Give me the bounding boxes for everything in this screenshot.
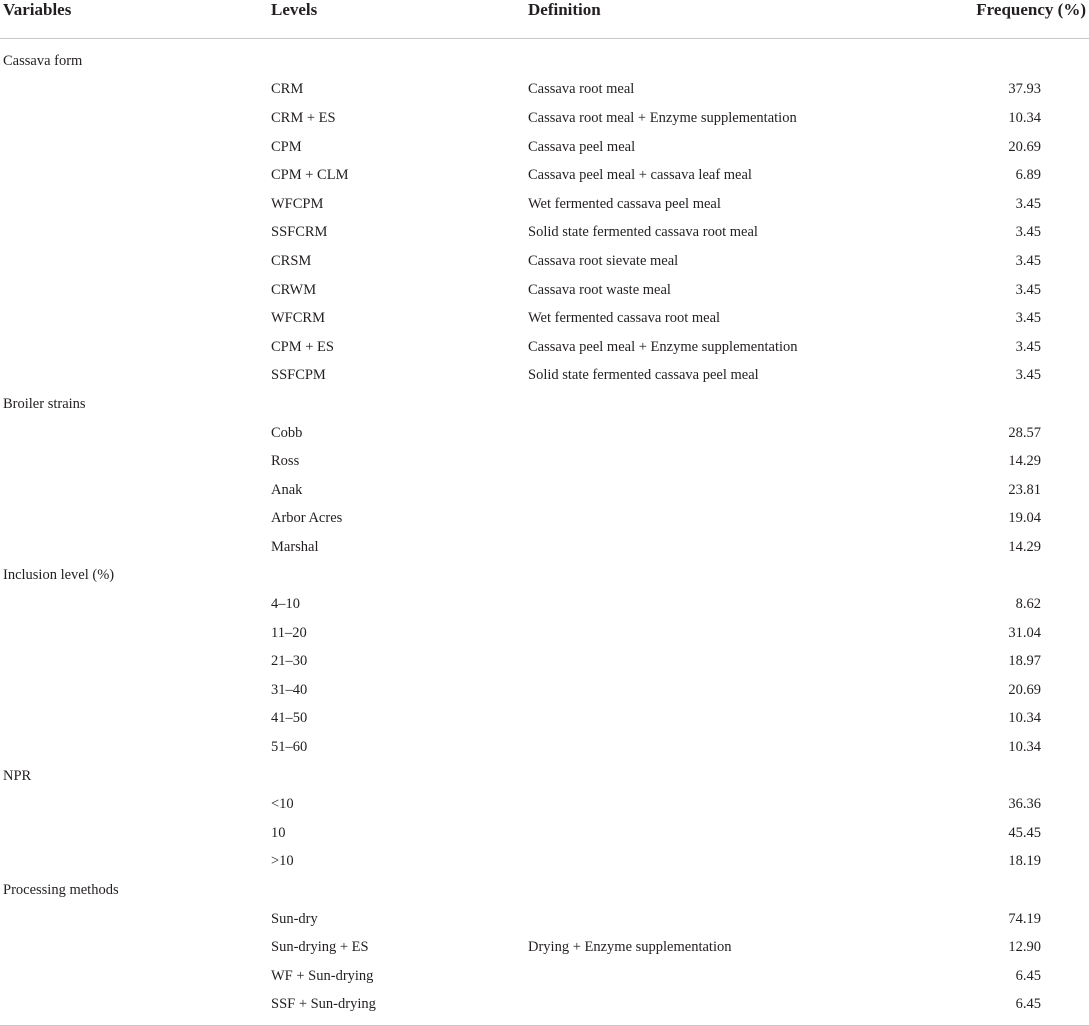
cell-level: Arbor Acres xyxy=(271,510,343,527)
cell-frequency: 31.04 xyxy=(1008,624,1041,641)
cell-definition xyxy=(528,505,908,534)
cell-variable: Processing methods xyxy=(3,882,119,899)
table-row xyxy=(0,247,1089,276)
cell-level: WFCPM xyxy=(271,195,324,212)
table-group-row xyxy=(0,562,1089,591)
cell-level: SSFCRM xyxy=(271,224,328,241)
table-row xyxy=(0,161,1089,190)
cell-level: <10 xyxy=(271,796,294,813)
cell-level: WFCRM xyxy=(271,310,325,327)
table-group-row xyxy=(0,39,1089,76)
cell-level: 41–50 xyxy=(271,710,308,727)
cell-level: Cobb xyxy=(271,424,303,441)
cell-level: Ross xyxy=(271,453,300,470)
cell-level: 51–60 xyxy=(271,739,308,756)
cell-level: 21–30 xyxy=(271,653,308,670)
cell-variable xyxy=(0,533,271,562)
cell-variable xyxy=(0,647,271,676)
cell-definition: Solid state fermented cassava root meal xyxy=(528,224,758,241)
table-row xyxy=(0,590,1089,619)
cell-level xyxy=(271,562,528,591)
cell-definition: Drying + Enzyme supplementation xyxy=(528,939,732,956)
cell-definition xyxy=(528,39,908,76)
cell-variable: Cassava form xyxy=(3,52,83,69)
cell-frequency: 6.45 xyxy=(1015,967,1041,984)
cell-frequency: 3.45 xyxy=(1015,310,1041,327)
cell-frequency: 14.29 xyxy=(1008,453,1041,470)
cell-variable: Inclusion level (%) xyxy=(3,567,115,584)
cell-level: Sun-dry xyxy=(271,910,318,927)
cell-frequency xyxy=(908,562,1089,591)
table-row xyxy=(0,533,1089,562)
cell-definition xyxy=(528,676,908,705)
cell-level: Marshal xyxy=(271,538,319,555)
table-row xyxy=(0,848,1089,877)
cell-frequency xyxy=(908,876,1089,905)
cell-frequency: 10.34 xyxy=(1008,109,1041,126)
cell-level xyxy=(271,876,528,905)
cell-variable xyxy=(0,104,271,133)
cell-level: CRWM xyxy=(271,281,317,298)
cell-frequency: 10.34 xyxy=(1008,710,1041,727)
cell-variable xyxy=(0,76,271,105)
cell-level: CPM + ES xyxy=(271,338,334,355)
cell-frequency: 45.45 xyxy=(1008,824,1041,841)
cell-variable xyxy=(0,276,271,305)
table-group-row xyxy=(0,876,1089,905)
cell-frequency: 12.90 xyxy=(1008,939,1041,956)
cell-level: CPM xyxy=(271,138,302,155)
table-row xyxy=(0,505,1089,534)
cell-variable xyxy=(0,848,271,877)
table-row xyxy=(0,619,1089,648)
cell-level: CRM + ES xyxy=(271,109,336,126)
cell-variable xyxy=(0,447,271,476)
cell-frequency: 3.45 xyxy=(1015,195,1041,212)
cell-frequency: 6.45 xyxy=(908,991,1089,1026)
cell-variable xyxy=(0,362,271,391)
cell-definition: Cassava root waste meal xyxy=(528,281,671,298)
table-row xyxy=(0,962,1089,991)
cell-definition xyxy=(528,876,908,905)
cell-definition xyxy=(528,819,908,848)
table-group-row xyxy=(0,762,1089,791)
cell-variable xyxy=(0,304,271,333)
cell-definition: Solid state fermented cassava peel meal xyxy=(528,367,759,384)
cell-variable xyxy=(0,962,271,991)
cell-variable xyxy=(0,676,271,705)
table-row xyxy=(0,104,1089,133)
cell-definition: Cassava peel meal xyxy=(528,138,636,155)
cell-variable xyxy=(0,619,271,648)
cell-variable: Broiler strains xyxy=(3,395,86,412)
table-row xyxy=(0,276,1089,305)
cell-definition: Wet fermented cassava root meal xyxy=(528,310,721,327)
cell-level: SSFCPM xyxy=(271,367,326,384)
table-row xyxy=(0,933,1089,962)
cell-level: CRSM xyxy=(271,252,312,269)
cell-frequency: 20.69 xyxy=(1008,138,1041,155)
table-row xyxy=(0,819,1089,848)
cell-definition xyxy=(528,848,908,877)
table-row xyxy=(0,476,1089,505)
table-row xyxy=(0,647,1089,676)
cell-frequency xyxy=(908,39,1089,76)
cell-level: 31–40 xyxy=(271,681,308,698)
cell-level xyxy=(271,39,528,76)
cell-frequency: 74.19 xyxy=(1008,910,1041,927)
cell-definition xyxy=(528,733,908,762)
header-variables: Variables xyxy=(0,0,271,39)
cell-definition: Cassava root meal xyxy=(528,81,635,98)
cell-variable xyxy=(0,161,271,190)
cell-definition: Cassava peel meal + cassava leaf meal xyxy=(528,167,752,184)
cell-variable xyxy=(0,705,271,734)
table-row xyxy=(0,219,1089,248)
cell-frequency: 8.62 xyxy=(1015,596,1041,613)
cell-definition xyxy=(528,419,908,448)
cell-definition xyxy=(528,905,908,934)
header-levels: Levels xyxy=(271,0,528,39)
cell-variable xyxy=(0,333,271,362)
cell-definition xyxy=(528,562,908,591)
table-row xyxy=(0,676,1089,705)
cell-frequency: 18.19 xyxy=(1008,853,1041,870)
cell-level: 4–10 xyxy=(271,596,300,613)
cell-frequency: 36.36 xyxy=(1008,796,1041,813)
table-header-row xyxy=(0,0,1089,39)
cell-level: WF + Sun-drying xyxy=(271,967,374,984)
cell-level: Sun-drying + ES xyxy=(271,939,369,956)
cell-frequency: 3.45 xyxy=(1015,252,1041,269)
cell-variable xyxy=(0,476,271,505)
table-row xyxy=(0,76,1089,105)
cell-frequency: 28.57 xyxy=(1008,424,1041,441)
cell-definition xyxy=(528,476,908,505)
cell-definition xyxy=(528,619,908,648)
cell-frequency: 37.93 xyxy=(1008,81,1041,98)
cell-definition xyxy=(528,790,908,819)
cell-definition: Cassava peel meal + Enzyme supplementation xyxy=(528,338,798,355)
cell-variable xyxy=(0,790,271,819)
cell-variable xyxy=(0,190,271,219)
cell-definition xyxy=(528,647,908,676)
table-row xyxy=(0,905,1089,934)
table-row xyxy=(0,190,1089,219)
cell-variable xyxy=(0,819,271,848)
cell-level: >10 xyxy=(271,853,294,870)
table-row xyxy=(0,447,1089,476)
cell-level xyxy=(271,762,528,791)
table-row xyxy=(0,705,1089,734)
cell-definition xyxy=(528,991,908,1026)
cell-level: 10 xyxy=(271,824,286,841)
cell-variable xyxy=(0,590,271,619)
table-row xyxy=(0,362,1089,391)
cell-definition xyxy=(528,962,908,991)
cell-variable xyxy=(0,247,271,276)
cell-frequency: 20.69 xyxy=(1008,681,1041,698)
cell-level xyxy=(271,390,528,419)
table-body xyxy=(0,39,1089,1026)
cell-frequency: 18.97 xyxy=(1008,653,1041,670)
cell-definition xyxy=(528,533,908,562)
cell-frequency: 3.45 xyxy=(1015,338,1041,355)
table-row xyxy=(0,133,1089,162)
cell-frequency: 3.45 xyxy=(1015,281,1041,298)
table-row xyxy=(0,304,1089,333)
cell-variable xyxy=(0,219,271,248)
cell-frequency: 6.89 xyxy=(1015,167,1041,184)
cell-level: CPM + CLM xyxy=(271,167,349,184)
cell-level: Anak xyxy=(271,481,303,498)
cell-definition xyxy=(528,447,908,476)
header-frequency: Frequency (%) xyxy=(908,0,1089,39)
cell-variable xyxy=(0,991,271,1026)
table-row xyxy=(0,333,1089,362)
cell-frequency: 3.45 xyxy=(1015,367,1041,384)
cell-frequency: 23.81 xyxy=(1008,481,1041,498)
cell-variable xyxy=(0,933,271,962)
cell-definition xyxy=(528,762,908,791)
cell-definition: Cassava root meal + Enzyme supplementation xyxy=(528,109,797,126)
cell-level: SSF + Sun-drying xyxy=(271,991,528,1026)
cell-definition xyxy=(528,590,908,619)
cell-variable xyxy=(0,733,271,762)
table-row xyxy=(0,991,1089,1026)
cell-frequency: 3.45 xyxy=(1015,224,1041,241)
cell-level: 11–20 xyxy=(271,624,307,641)
table-group-row xyxy=(0,390,1089,419)
cell-frequency: 10.34 xyxy=(1008,739,1041,756)
cell-frequency xyxy=(908,390,1089,419)
table-row xyxy=(0,790,1089,819)
cell-frequency: 19.04 xyxy=(1008,510,1041,527)
cell-definition xyxy=(528,705,908,734)
cell-frequency: 14.29 xyxy=(1008,538,1041,555)
cell-definition: Wet fermented cassava peel meal xyxy=(528,195,721,212)
header-definition: Definition xyxy=(528,0,908,39)
table-row xyxy=(0,419,1089,448)
cell-frequency xyxy=(908,762,1089,791)
cell-variable xyxy=(0,419,271,448)
cell-variable xyxy=(0,905,271,934)
cell-variable xyxy=(0,505,271,534)
cell-definition xyxy=(528,390,908,419)
cell-definition: Cassava root sievate meal xyxy=(528,252,679,269)
cell-level: CRM xyxy=(271,81,304,98)
cell-variable xyxy=(0,133,271,162)
cell-variable: NPR xyxy=(3,767,32,784)
table-row xyxy=(0,733,1089,762)
